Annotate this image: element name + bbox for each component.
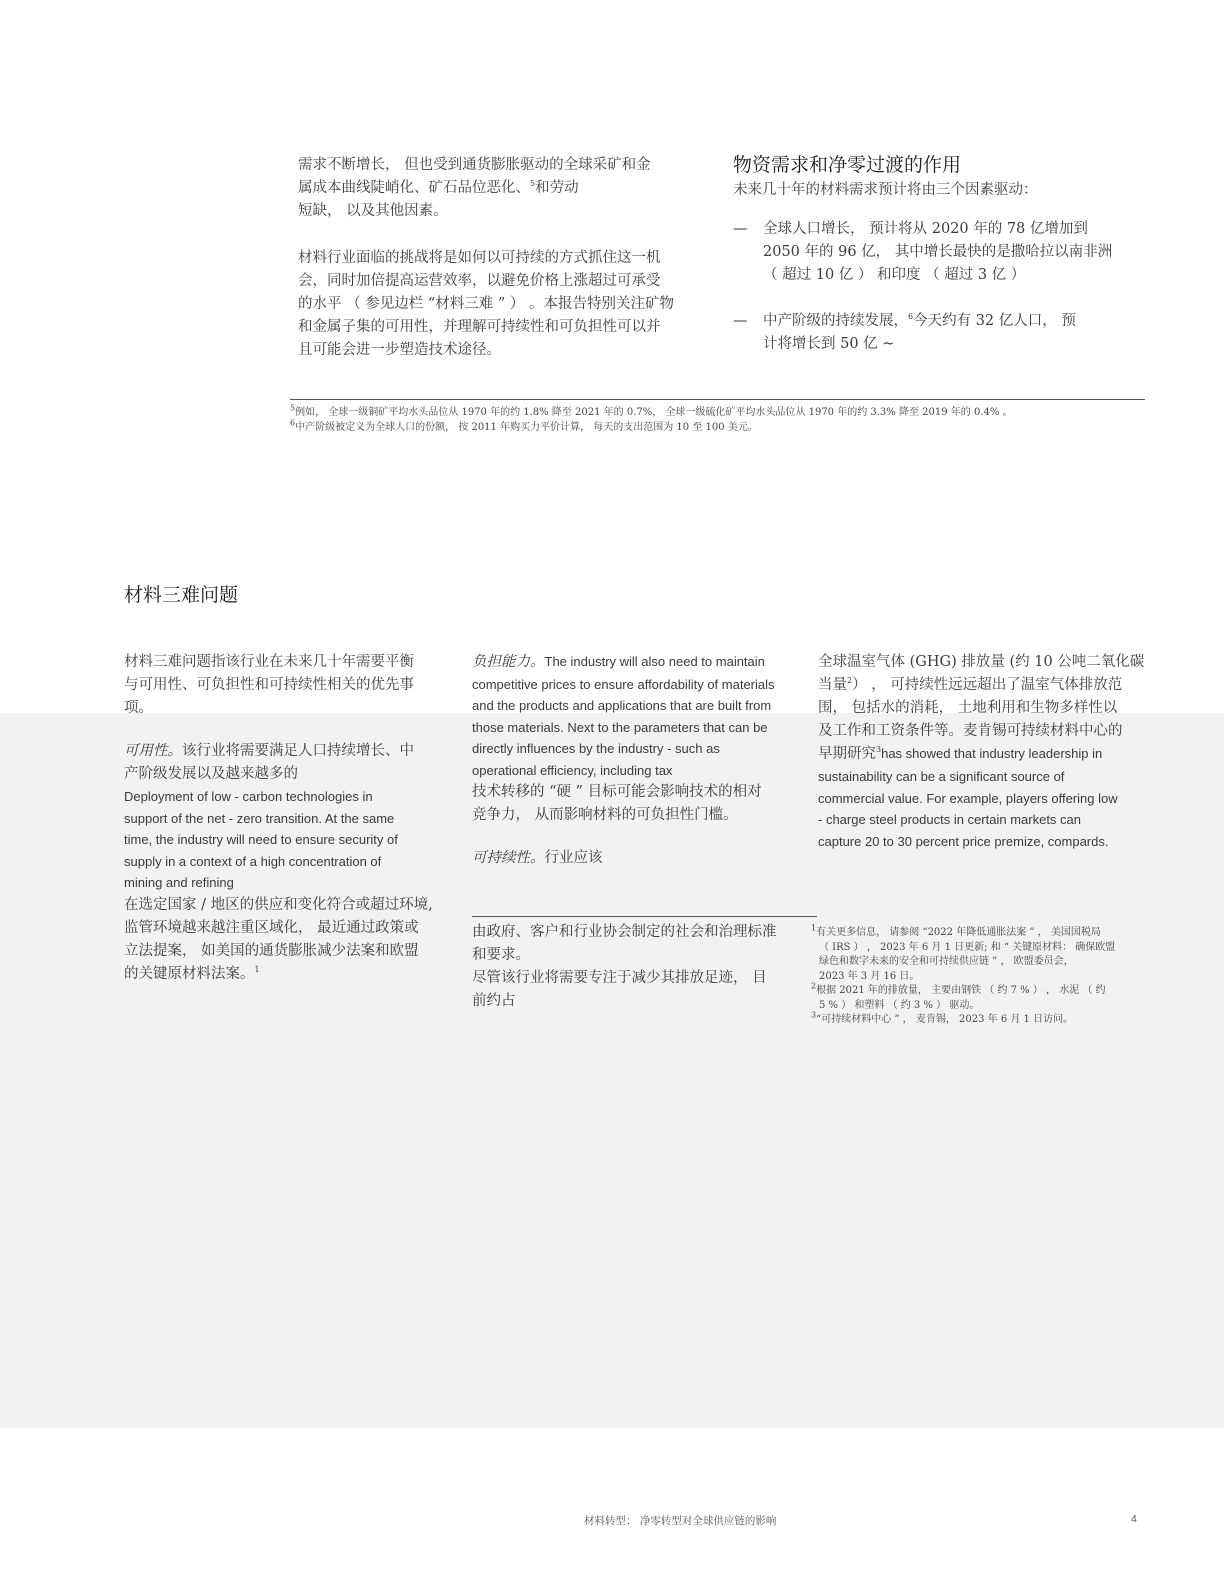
text-line: commercial value. For example, players offering low xyxy=(818,790,1118,806)
text-line: 和金属子集的可用性，并理解可持续性和可负担性可以并 xyxy=(298,319,661,335)
dash-icon: — xyxy=(733,313,748,329)
text-line: 计将增长到 50 亿 ~ xyxy=(763,336,895,352)
footnote-5 xyxy=(290,403,1150,421)
text-line: ） ， 可持续性远远超出了温室气体排放范 xyxy=(852,677,1123,693)
intro-column-left xyxy=(298,154,708,362)
text-line: 围， 包括水的消耗， 土地利用和生物多样性以 xyxy=(818,700,1118,716)
text-line: 2023 年 3 月 16 日。 xyxy=(819,970,920,982)
text-line: time, the industry will need to ensure security of xyxy=(124,832,398,847)
text-line: support of the net - zero transition. At the same xyxy=(124,810,395,826)
intro-column-right xyxy=(733,150,1143,356)
text-line: 材料行业面临的挑战将是如何以可持续的方式抓住这一机 xyxy=(298,250,661,266)
footnote-2 xyxy=(811,981,1151,1013)
sidebar-title: 材料三难问题 xyxy=(124,584,239,606)
footnote-number: 1 xyxy=(811,923,817,933)
footnote-number: 6 xyxy=(290,418,296,428)
affordability-zh xyxy=(472,781,802,827)
availability-block xyxy=(124,740,446,986)
text-line: 5 % ） 和塑料 （ 约 3 % ） 驱动。 xyxy=(819,999,980,1011)
text-line: 和劳动 xyxy=(535,180,579,196)
text-line: 材料三难问题指该行业在未来几十年需要平衡 xyxy=(124,654,414,670)
text-line: 当量 xyxy=(818,677,847,693)
emissions-en xyxy=(818,766,1148,852)
text-line: 该行业将需要满足人口持续增长、中 xyxy=(182,743,414,759)
text-line: 监管环境越来越注重区域化， 最近通过政策或 xyxy=(124,919,419,936)
bullet-middle-class xyxy=(733,310,1143,356)
text-line: - charge steel products in certain markets can xyxy=(818,812,1082,827)
bullet-population xyxy=(733,218,1143,287)
footnote-ref: 3 xyxy=(876,745,882,755)
text-line: 技术转移的 “硬 ” 目标可能会影响技术的相对 xyxy=(472,784,762,800)
text-line: 行业应该 xyxy=(544,850,603,866)
affordability-en xyxy=(472,651,802,781)
footnote-number: 3 xyxy=(811,1010,817,1020)
text-line: 尽管该行业将需要专注于减少其排放足迹， 目 xyxy=(472,970,767,986)
paragraph-challenge xyxy=(298,247,708,362)
text-line: 2050 年的 96 亿， 其中增长最快的是撒哈拉以南非洲 xyxy=(763,244,1113,260)
availability-zh-2 xyxy=(124,894,446,986)
footnote-6 xyxy=(290,418,1150,436)
text-line: “可持续材料中心 ” ， 麦肯锡， 2023 年 6 月 1 日访问。 xyxy=(816,1014,1074,1025)
text-line: 全球温室气体 (GHG) 排放量 (约 10 公吨二氧化碳 xyxy=(818,654,1145,670)
availability-label: 可用性。 xyxy=(124,743,182,759)
text-line: supply in a context of a high concentration of xyxy=(124,853,382,869)
availability-en xyxy=(124,786,446,894)
text-line: 短缺， 以及其他因素。 xyxy=(298,203,448,219)
drivers-intro: 未来几十年的材料需求预计将由三个因素驱动： xyxy=(733,182,1038,198)
text-line: 且可能会进一步塑造技术途径。 xyxy=(298,342,501,358)
text-line: 全球人口增长， 预计将从 2020 年的 78 亿增加到 xyxy=(763,221,1088,237)
emissions-zh xyxy=(818,651,1148,766)
bullet-text xyxy=(763,218,1143,287)
footer-title: 材料转型： 净零转型对全球供应链的影响 xyxy=(584,1515,777,1527)
text-line: sustainability can be a significant source of xyxy=(818,769,1065,784)
text-line: 立法提案， 如美国的通货膨胀减少法案和欧盟 xyxy=(124,942,419,959)
page-number: 4 xyxy=(1131,1513,1137,1525)
footnote-number: 5 xyxy=(290,403,296,413)
text-line: 会，同时加倍提高运营效率，以避免价格上涨超过可承受 xyxy=(298,273,661,289)
top-footnotes xyxy=(290,403,1150,435)
footnote-text: 中产阶级被定义为全球人口的份额， 按 2011 年购买力平价计算， 每天的支出范围为 10 至 100 美元。 xyxy=(295,421,758,433)
text-line: 早期研究 xyxy=(818,746,876,762)
text-line: （ 超过 10 亿 ） 和印度 （ 超过 3 亿 ） xyxy=(763,267,1026,283)
text-line: 和要求。 xyxy=(472,947,530,963)
text-line: has showed that industry leadership in xyxy=(881,746,1103,761)
text-line: 前约占 xyxy=(472,993,516,1009)
footnote-1 xyxy=(811,923,1151,984)
sidebar-footnotes xyxy=(811,923,1151,1028)
text-line: 绿色和数字未来的安全和可持续供应链 ” ， 欧盟委员会， xyxy=(819,956,1074,967)
paragraph-demand xyxy=(298,154,708,223)
footnote-number: 2 xyxy=(811,981,817,991)
text-line: and the products and applications that are built from xyxy=(472,698,772,713)
text-line: 在选定国家 / 地区的供应和变化符合或超过环境, xyxy=(124,896,433,913)
text-line: those materials. Next to the parameters that can be xyxy=(472,719,768,735)
sidebar-column-1 xyxy=(124,651,446,986)
text-line: The industry will also need to maintain xyxy=(544,654,765,669)
footnote-ref: 2 xyxy=(847,676,853,686)
footnote-ref: 5 xyxy=(530,179,536,189)
footnote-text: 例如， 全球一级铜矿平均水头品位从 1970 年的约 1.8% 降至 2021 年的 0.7%， 全球一级硫化矿平均水头品位从 1970 年的约 3.3% 降至 2019 年的 0.4% 。 xyxy=(295,407,1013,418)
text-line: competitive prices to ensure affordability of materials xyxy=(472,676,775,692)
dash-icon: — xyxy=(733,221,748,237)
text-line: 的关键原材料法案。 xyxy=(124,965,255,982)
sidebar-column-2-continued xyxy=(472,921,802,1013)
text-line: operational efficiency, including tax xyxy=(472,762,673,778)
footnote-ref: 1 xyxy=(254,964,260,974)
text-line: 与可用性、可负担性和可持续性相关的优先事 xyxy=(124,677,414,693)
text-line: 的水平 （ 参见边栏 “材料三难 ” ） 。本报告特别关注矿物 xyxy=(298,296,674,312)
text-line: 需求不断增长， 但也受到通货膨胀驱动的全球采矿和金 xyxy=(298,157,651,173)
footnote-divider xyxy=(290,399,1145,400)
text-line: 产阶级发展以及越来越多的 xyxy=(124,766,298,782)
text-line: 由政府、客户和行业协会制定的社会和治理标准 xyxy=(472,924,777,940)
text-line: （ IRS ） ， 2023 年 6 月 1 日更新; 和 “ 关键原材料： 确保欧盟 xyxy=(819,941,1116,953)
text-line: 属成本曲线陡峭化、矿石品位恶化、 xyxy=(298,180,530,196)
bullet-text xyxy=(763,310,1143,356)
standards-text xyxy=(472,921,802,1013)
sustainability-label: 可持续性。 xyxy=(472,850,545,866)
trilemma-intro xyxy=(124,651,446,720)
section-heading: 物资需求和净零过渡的作用 xyxy=(733,154,962,176)
text-line: Deployment of low - carbon technologies in xyxy=(124,789,373,804)
footnote-ref: 6 xyxy=(908,312,914,322)
text-line: capture 20 to 30 percent price premize, compards. xyxy=(818,833,1109,849)
availability-zh xyxy=(124,740,446,786)
sidebar-column-3 xyxy=(818,651,1148,852)
text-line: 今天约有 32 亿人口， 预 xyxy=(913,313,1076,329)
text-line: 及工作和工资条件等。麦肯锡可持续材料中心的 xyxy=(818,723,1123,739)
text-line: directly influences by the industry - such as xyxy=(472,741,720,756)
text-line: 竞争力， 从而影响材料的可负担性门槛。 xyxy=(472,807,738,823)
text-line: 中产阶级的持续发展， xyxy=(763,313,908,329)
text-line: 有关更多信息， 请参阅 “2022 年降低通胀法案 ” ， 美国国税局 xyxy=(816,927,1101,938)
column-divider xyxy=(472,916,817,917)
text-line: mining and refining xyxy=(124,875,234,890)
text-line: 根据 2021 年的排放量， 主要由钢铁 （ 约 7 % ） ， 水泥 （ 约 xyxy=(816,985,1106,996)
sidebar-column-2 xyxy=(472,651,802,870)
text-line: 项。 xyxy=(124,700,153,716)
sustainability-start xyxy=(472,847,802,870)
footnote-3 xyxy=(811,1010,1151,1028)
affordability-label: 负担能力。 xyxy=(472,654,545,670)
